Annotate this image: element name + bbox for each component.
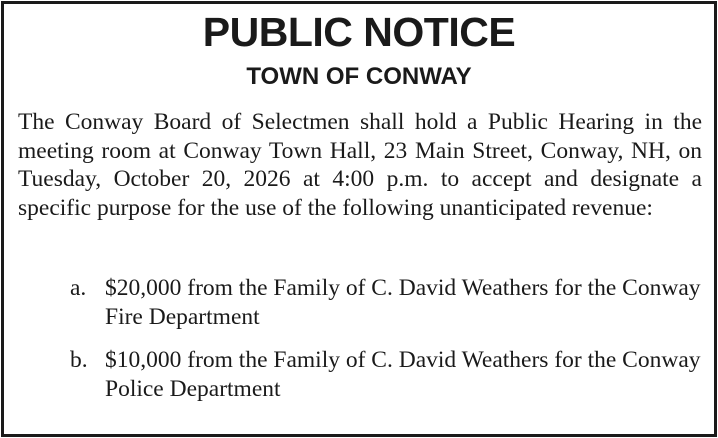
notice-subtitle: TOWN OF CONWAY (246, 63, 472, 90)
public-notice (1, 1, 717, 437)
list-item-text: $10,000 from the Family of C. David Weathers for the Conway Police Department (105, 347, 701, 402)
notice-body: The Conway Board of Selectmen shall hold a Public Hearing in the meeting room at Conway Town Hall, 23 Main Street, Conway, NH, on Tuesday, October 20, 2026 at 4:00 p.m. to accept and designate a specific purpose for the use of the following unanticipated revenue: (18, 109, 702, 221)
list-item-text: $20,000 from the Family of C. David Weathers for the Conway Fire Department (105, 275, 701, 330)
list-item-marker: b. (70, 347, 88, 373)
list-item (70, 346, 710, 404)
list-item-marker: a. (70, 275, 87, 301)
list-item (70, 274, 710, 332)
notice-title: PUBLIC NOTICE (202, 9, 516, 55)
revenue-list (70, 274, 710, 418)
